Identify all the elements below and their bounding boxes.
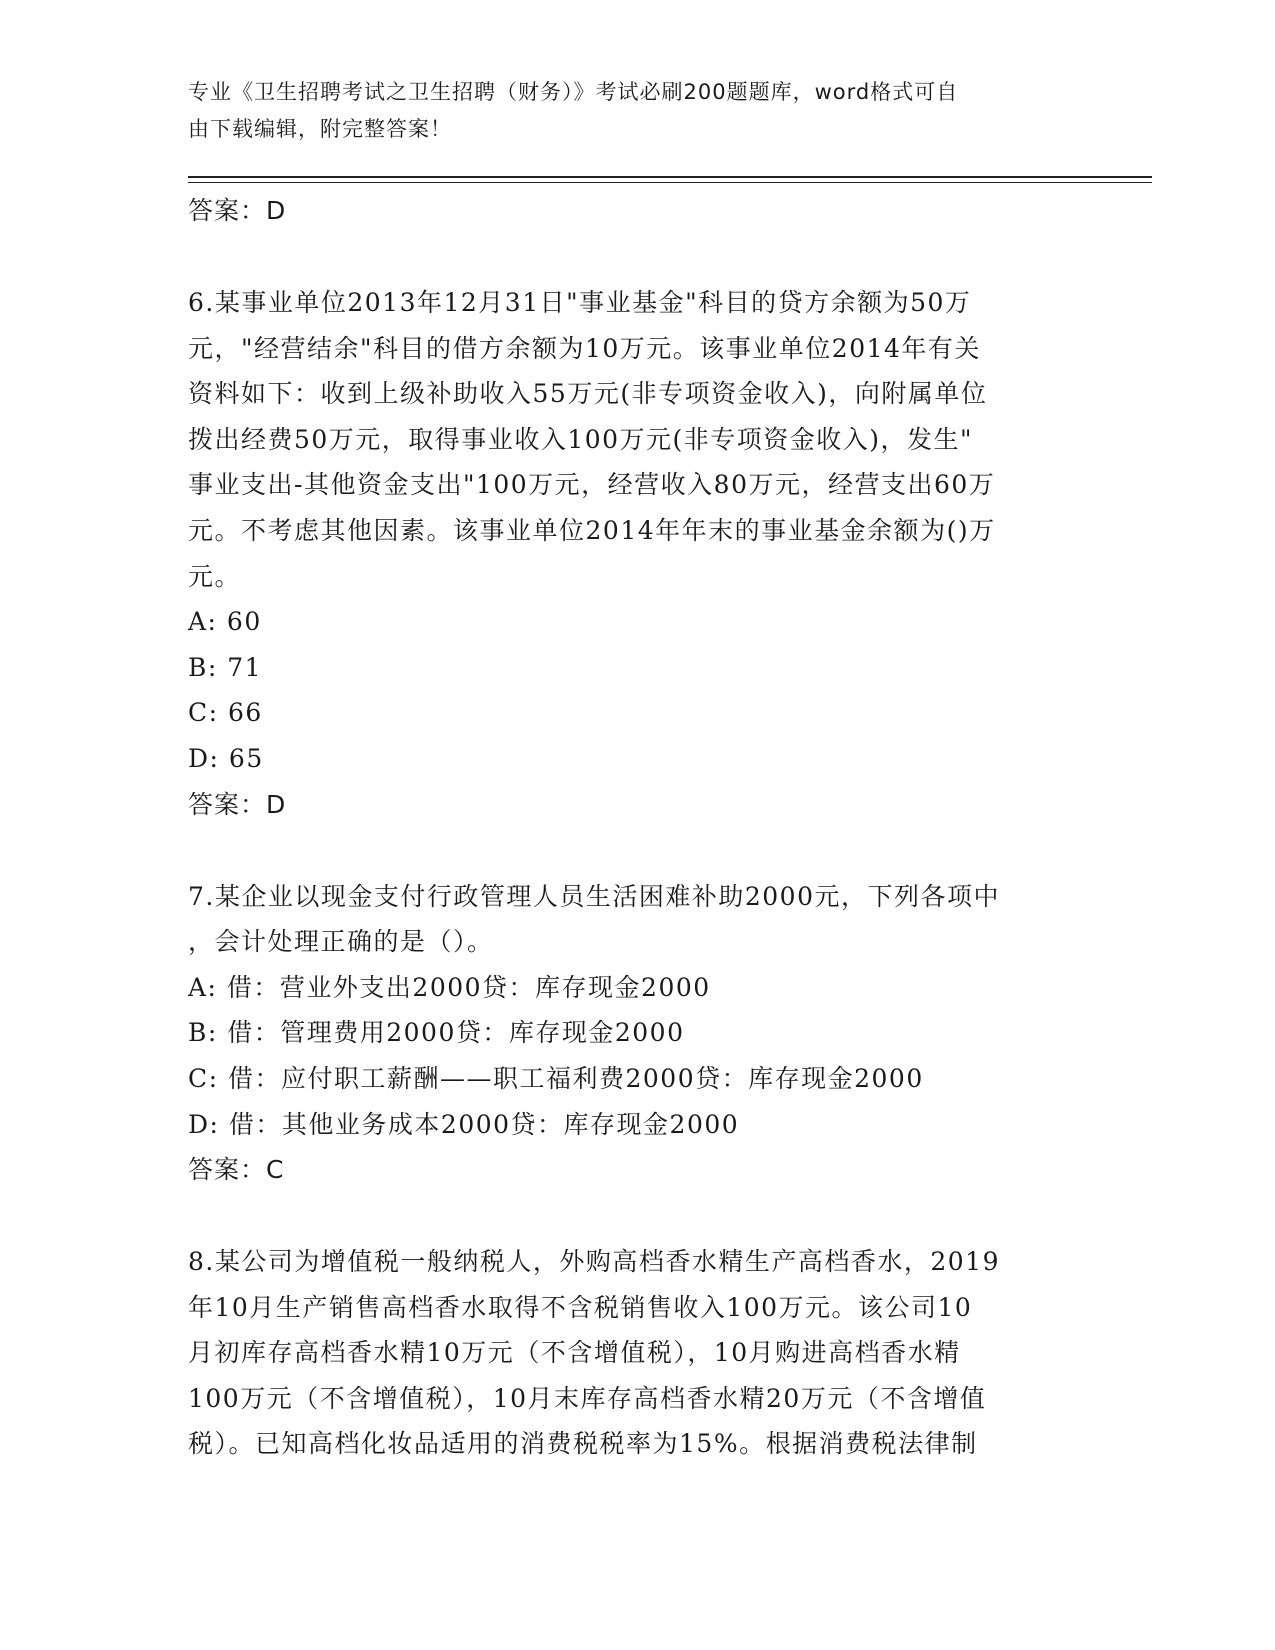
option-b: B: 71 (188, 652, 263, 682)
question-text-line: ，会计处理正确的是（）。 (188, 927, 494, 957)
question-text-line: 元。不考虑其他因素。该事业单位2014年年末的事业基金余额为()万 (188, 515, 996, 545)
question-text-line: 6.某事业单位2013年12月31日"事业基金"科目的贷方余额为50万 (188, 288, 972, 317)
answer-label: 答案：C (188, 1155, 285, 1185)
answer-label: 答案：D (188, 196, 287, 225)
option-a: A: 60 (188, 607, 262, 637)
question-text-line: 拨出经费50万元，取得事业收入100万元(非专项资金收入)，发生" (188, 424, 974, 454)
document-body (188, 188, 1088, 1467)
answer-block (188, 188, 1088, 233)
spacer (188, 1192, 1088, 1239)
option-a: A: 借：营业外支出2000贷：库存现金2000 (188, 972, 711, 1002)
question-block (188, 280, 1088, 827)
question-text-line: 税）。已知高档化妆品适用的消费税税率为15%。根据消费税法律制 (188, 1429, 978, 1459)
header-divider-thick (188, 176, 1152, 178)
question-text-line: 7.某企业以现金支付行政管理人员生活困难补助2000元，下列各项中 (188, 881, 1000, 911)
header-line: 专业《卫生招聘考试之卫生招聘（财务）》考试必刷200题题库，word格式可自 (188, 80, 959, 104)
question-block (188, 1239, 1088, 1467)
question-text-line: 8.某公司为增值税一般纳税人，外购高档香水精生产高档香水，2019 (188, 1247, 1000, 1277)
question-block (188, 874, 1088, 1193)
header-divider-thin (188, 182, 1152, 183)
spacer (188, 233, 1088, 280)
spacer (188, 827, 1088, 874)
question-text-line: 年10月生产销售高档香水取得不含税销售收入100万元。该公司10 (188, 1292, 973, 1322)
answer-label: 答案：D (188, 789, 287, 819)
option-d: D: 65 (188, 743, 264, 773)
page-header (188, 74, 1068, 148)
option-b: B: 借：管理费用2000贷：库存现金2000 (188, 1018, 685, 1048)
question-text-line: 资料如下：收到上级补助收入55万元(非专项资金收入)，向附属单位 (188, 379, 988, 409)
option-c: C: 借：应付职工薪酬——职工福利费2000贷：库存现金2000 (188, 1063, 924, 1093)
question-text-line: 100万元（不含增值税），10月末库存高档香水精20万元（不含增值 (188, 1383, 987, 1413)
header-line: 由下载编辑，附完整答案！ (188, 117, 452, 141)
question-text-line: 元。 (188, 561, 242, 591)
question-text-line: 事业支出-其他资金支出"100万元，经营收入80万元，经营支出60万 (188, 470, 996, 500)
option-d: D: 借：其他业务成本2000贷：库存现金2000 (188, 1109, 740, 1139)
option-c: C: 66 (188, 698, 263, 728)
question-text-line: 月初库存高档香水精10万元（不含增值税），10月购进高档香水精 (188, 1338, 961, 1368)
question-text-line: 元，"经营结余"科目的借方余额为10万元。该事业单位2014年有关 (188, 333, 981, 363)
